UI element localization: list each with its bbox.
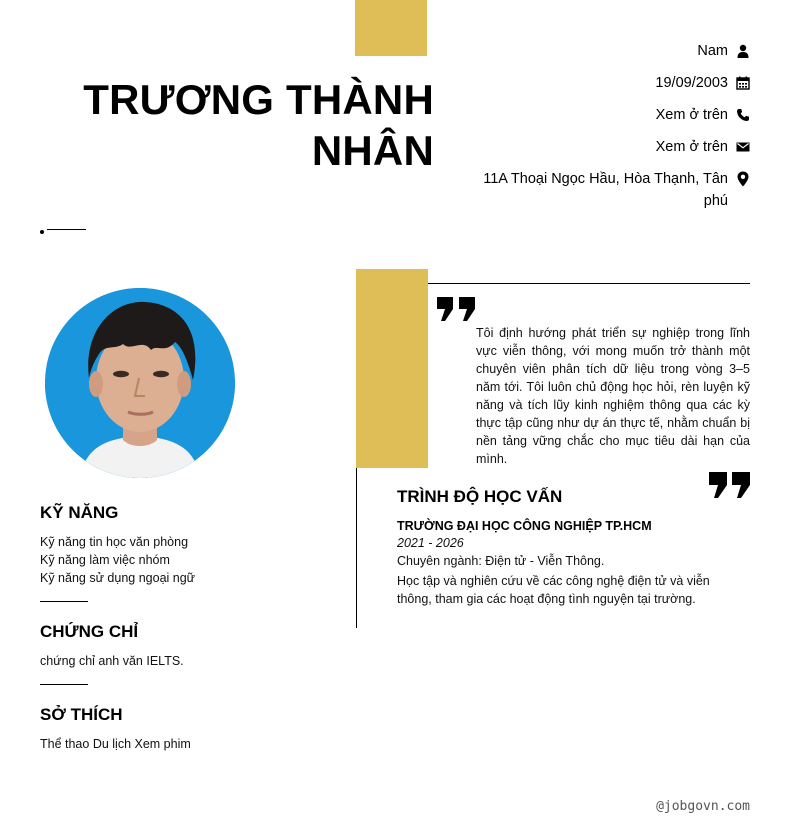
education-period: 2021 - 2026: [397, 536, 464, 550]
contact-list: [450, 40, 750, 222]
hobbies-text: Thể thao Du lịch Xem phim: [40, 737, 191, 751]
gender-text: Nam: [697, 43, 728, 59]
watermark: @jobgovn.com: [656, 799, 750, 814]
email-text: Xem ở trên: [655, 139, 728, 155]
contact-gender: [450, 40, 750, 62]
phone-icon: [736, 108, 750, 122]
contact-phone: [450, 104, 750, 126]
close-quote-icon: [709, 472, 750, 498]
section-divider: [40, 684, 88, 685]
certificates-list: [40, 652, 184, 670]
education-major: Chuyên ngành: Điện tử - Viễn Thông.: [397, 554, 605, 568]
skill-item: Kỹ năng tin học văn phòng: [40, 535, 189, 549]
career-objective: Tôi định hướng phát triển sự nghiệp trong lĩnh vực viễn thông, với mong muốn trở thành một chuyên viên phân tích dữ liệu trong vòng 3–5 năm tới. Tôi luôn chủ động học hỏi, rèn luyện kỹ năng và tích lũy kinh nghiệm thông qua các kỳ thực tập cũng như dự án thực tế, nhằm chuẩn bị nền tảng vững chắc cho mục tiêu dài hạn của mình.: [476, 326, 750, 466]
hobbies-title: SỞ THÍCH: [40, 705, 123, 724]
decorative-top-block: [355, 0, 427, 56]
contact-address: [450, 168, 750, 212]
section-divider: [40, 601, 88, 602]
contact-email: [450, 136, 750, 158]
avatar-portrait: [45, 288, 235, 478]
avatar: [45, 288, 235, 478]
decorative-accent-block: [356, 269, 428, 468]
skill-item: Kỹ năng làm việc nhóm: [40, 553, 170, 567]
skill-item: Kỹ năng sử dụng ngoại ngữ: [40, 571, 196, 585]
person-icon: [736, 44, 750, 58]
open-quote-icon: [437, 297, 475, 321]
education-title: TRÌNH ĐỘ HỌC VẤN: [397, 487, 563, 506]
candidate-name-line2: NHÂN: [311, 127, 434, 174]
location-pin-icon: [736, 171, 750, 185]
candidate-name: [34, 74, 434, 176]
address-text: 11A Thoại Ngọc Hầu, Hòa Thạnh, Tân phú: [483, 171, 728, 209]
objective-top-rule: [428, 283, 750, 284]
certificate-item: chứng chỉ anh văn IELTS.: [40, 654, 184, 668]
candidate-name-line1: TRƯƠNG THÀNH: [83, 76, 434, 123]
certificates-title: CHỨNG CHỈ: [40, 622, 139, 641]
skills-list: [40, 533, 195, 587]
column-divider: [356, 468, 357, 628]
education-description: Học tập và nghiên cứu về các công nghệ điện tử và viễn thông, tham gia các hoạt động tình nguyện tại trường.: [397, 574, 710, 606]
mail-icon: [736, 140, 750, 154]
education-school: TRƯỜNG ĐẠI HỌC CÔNG NGHIỆP TP.HCM: [397, 519, 652, 533]
skills-title: KỸ NĂNG: [40, 503, 119, 522]
calendar-icon: [736, 76, 750, 90]
contact-birthdate: [450, 72, 750, 94]
birthdate-text: 19/09/2003: [655, 75, 728, 91]
phone-text: Xem ở trên: [655, 107, 728, 123]
